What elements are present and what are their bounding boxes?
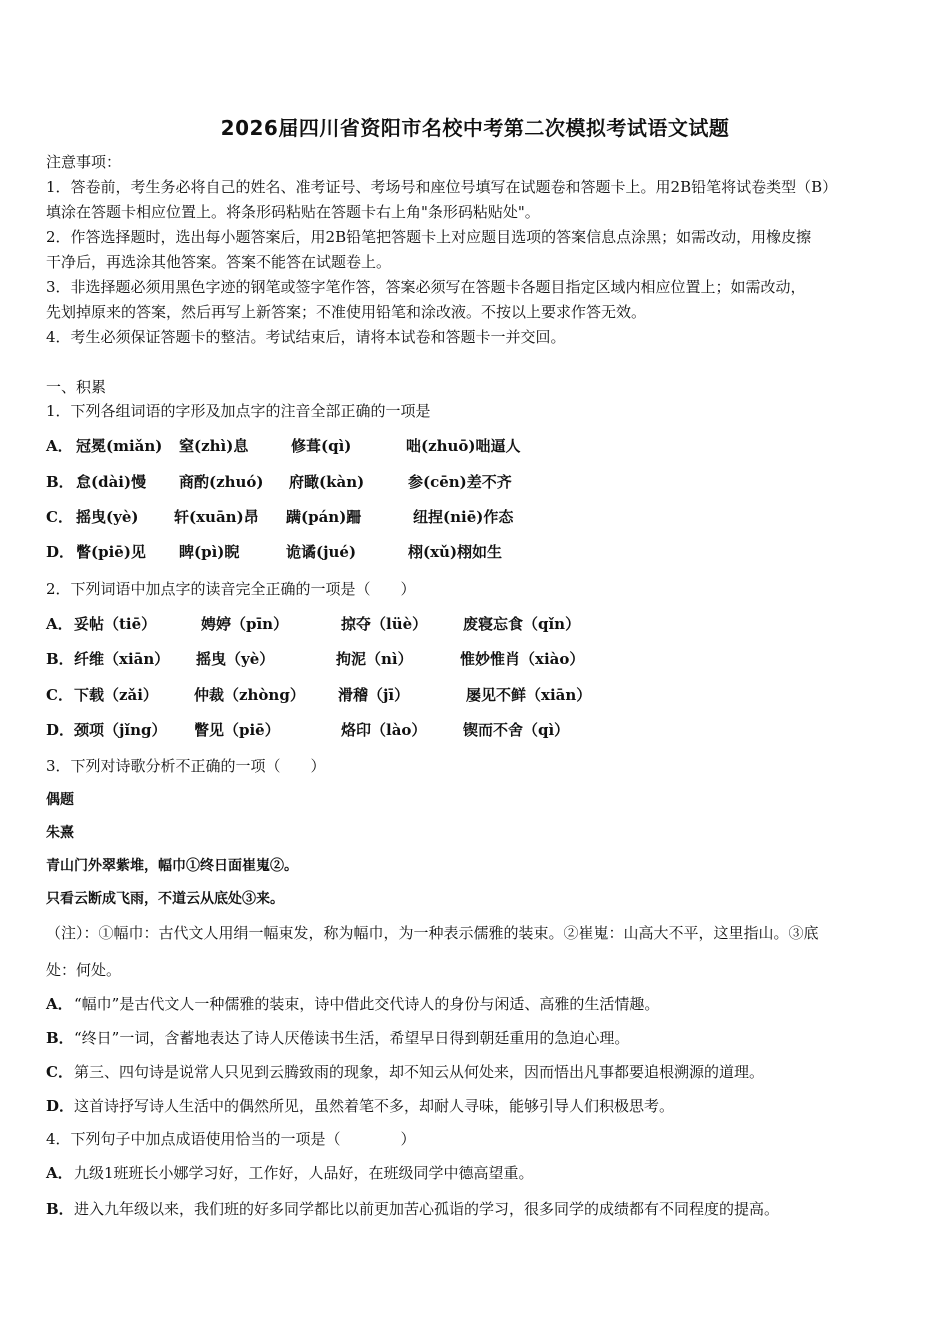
section-heading: 一、积累: [46, 378, 107, 396]
option-key: C．: [46, 508, 73, 526]
option-text: 第三、四句诗是说常人只见到云腾致雨的现象，却不知云从何处来，因而悟出凡事都要追根溯源的道理。: [74, 1063, 765, 1081]
option-key: B．: [46, 1029, 74, 1047]
option-word: 掠夺（lüè）: [341, 615, 428, 633]
option-text: 这首诗抒写诗人生活中的偶然所见，虽然着笔不多，却耐人寻味，能够引导人们积极思考。: [74, 1097, 675, 1115]
option-text: 九级1班班长小娜学习好，工作好，人品好，在班级同学中德高望重。: [74, 1164, 534, 1182]
option-word: 瞥见（piē）: [194, 721, 280, 739]
option-word: 商酌(zhuó): [179, 473, 264, 491]
option-word: 锲而不舍（qì）: [463, 721, 570, 739]
question-3-stem: 3．下列对诗歌分析不正确的一项（ ）: [46, 757, 326, 775]
question-1-stem: 1．下列各组词语的字形及加点字的注音全部正确的一项是: [46, 402, 431, 420]
option-key: D．: [46, 543, 75, 561]
option-word: 冠冕(miǎn): [76, 437, 163, 455]
option-word: 颈项（jǐng）: [74, 721, 167, 739]
page-title: 2026届四川省资阳市名校中考第二次模拟考试语文试题: [220, 116, 730, 140]
option-word: 娉婷（pīn）: [201, 615, 289, 633]
option-key: B．: [46, 650, 74, 668]
option-word: 参(cēn)差不齐: [408, 473, 512, 491]
notice-line: 1．答卷前，考生务必将自己的姓名、准考证号、考场号和座位号填写在试题卷和答题卡上。用2B铅笔将试卷类型（B）: [46, 178, 838, 196]
notice-line: 4．考生必须保证答题卡的整洁。考试结束后，请将本试卷和答题卡一并交回。: [46, 328, 566, 346]
option-key: A．: [46, 1164, 73, 1182]
poem-note: 处：何处。: [46, 961, 122, 979]
option-word: 拘泥（nì）: [336, 650, 413, 668]
poem-note: （注）：①幅巾：古代文人用绢一幅束发，称为幅巾，为一种表示儒雅的装束。②崔嵬：山高大不平，这里指山。③底: [46, 924, 819, 942]
option-word: 纤维（xiān）: [74, 650, 170, 668]
option-word: 咄(zhuō)咄逼人: [406, 437, 521, 455]
option-word: 蹒(pán)跚: [286, 508, 362, 526]
option-word: 妥帖（tiē）: [74, 615, 157, 633]
option-key: A．: [46, 437, 73, 455]
option-text: “终日”一词，含蓄地表达了诗人厌倦读书生活，希望早日得到朝廷重用的急迫心理。: [74, 1029, 630, 1047]
option-key: B．: [46, 473, 74, 491]
option-word: 诡谲(jué): [286, 543, 357, 561]
option-word: 纽捏(niē)作态: [413, 508, 514, 526]
option-key: D．: [46, 1097, 75, 1115]
question-2-stem: 2．下列词语中加点字的读音完全正确的一项是（ ）: [46, 580, 416, 598]
option-word: 仲裁（zhòng）: [194, 686, 305, 704]
poem-author: 朱熹: [46, 825, 74, 841]
option-word: 下载（zǎi）: [74, 686, 158, 704]
option-word: 烙印（lào）: [341, 721, 427, 739]
option-word: 轩(xuān)昂: [174, 508, 259, 526]
option-text: 进入九年级以来，我们班的好多同学都比以前更加苦心孤诣的学习，很多同学的成绩都有不同程度的提高。: [74, 1200, 780, 1218]
option-word: 摇曳（yè）: [196, 650, 275, 668]
notice-line: 3．非选择题必须用黑色字迹的钢笔或签字笔作答，答案必须写在答题卡各题目指定区域内相应位置上；如需改动，: [46, 278, 806, 296]
question-4-stem: 4．下列句子中加点成语使用恰当的一项是（ ）: [46, 1130, 416, 1148]
option-word: 惟妙惟肖（xiào）: [460, 650, 585, 668]
option-word: 府瞰(kàn): [289, 473, 365, 491]
option-word: 废寝忘食（qǐn）: [463, 615, 581, 633]
option-key: C．: [46, 686, 73, 704]
poem-title: 偶题: [46, 792, 74, 808]
option-key: A．: [46, 995, 73, 1013]
option-word: 怠(dài)慢: [76, 473, 147, 491]
option-word: 栩(xǔ)栩如生: [408, 543, 503, 561]
option-word: 滑稽（jī）: [338, 686, 410, 704]
option-key: D．: [46, 721, 75, 739]
option-word: 修葺(qì): [291, 437, 352, 455]
option-word: 窒(zhì)息: [179, 437, 249, 455]
option-key: A．: [46, 615, 73, 633]
option-text: “幅巾”是古代文人一种儒雅的装束，诗中借此交代诗人的身份与闲适、高雅的生活情趣。: [74, 995, 660, 1013]
option-word: 屡见不鲜（xiān）: [466, 686, 592, 704]
notice-line: 干净后，再选涂其他答案。答案不能答在试题卷上。: [46, 253, 392, 271]
notice-line: 2．作答选择题时，选出每小题答案后，用2B铅笔把答题卡上对应题目选项的答案信息点涂黑；如需改动，用橡皮擦: [46, 228, 812, 246]
option-word: 瞥(piē)见: [76, 543, 146, 561]
option-word: 摇曳(yè): [76, 508, 139, 526]
option-word: 睥(pì)睨: [179, 543, 240, 561]
poem-line: 青山门外翠紫堆，幅巾①终日面崔嵬②。: [46, 858, 298, 874]
option-key: B．: [46, 1200, 74, 1218]
notice-heading: 注意事项：: [46, 153, 122, 171]
poem-line: 只看云断成飞雨，不道云从底处③来。: [46, 891, 284, 907]
option-key: C．: [46, 1063, 73, 1081]
notice-line: 填涂在答题卡相应位置上。将条形码粘贴在答题卡右上角"条形码粘贴处"。: [46, 203, 540, 221]
notice-line: 先划掉原来的答案，然后再写上新答案；不准使用铅笔和涂改液。不按以上要求作答无效。: [46, 303, 647, 321]
